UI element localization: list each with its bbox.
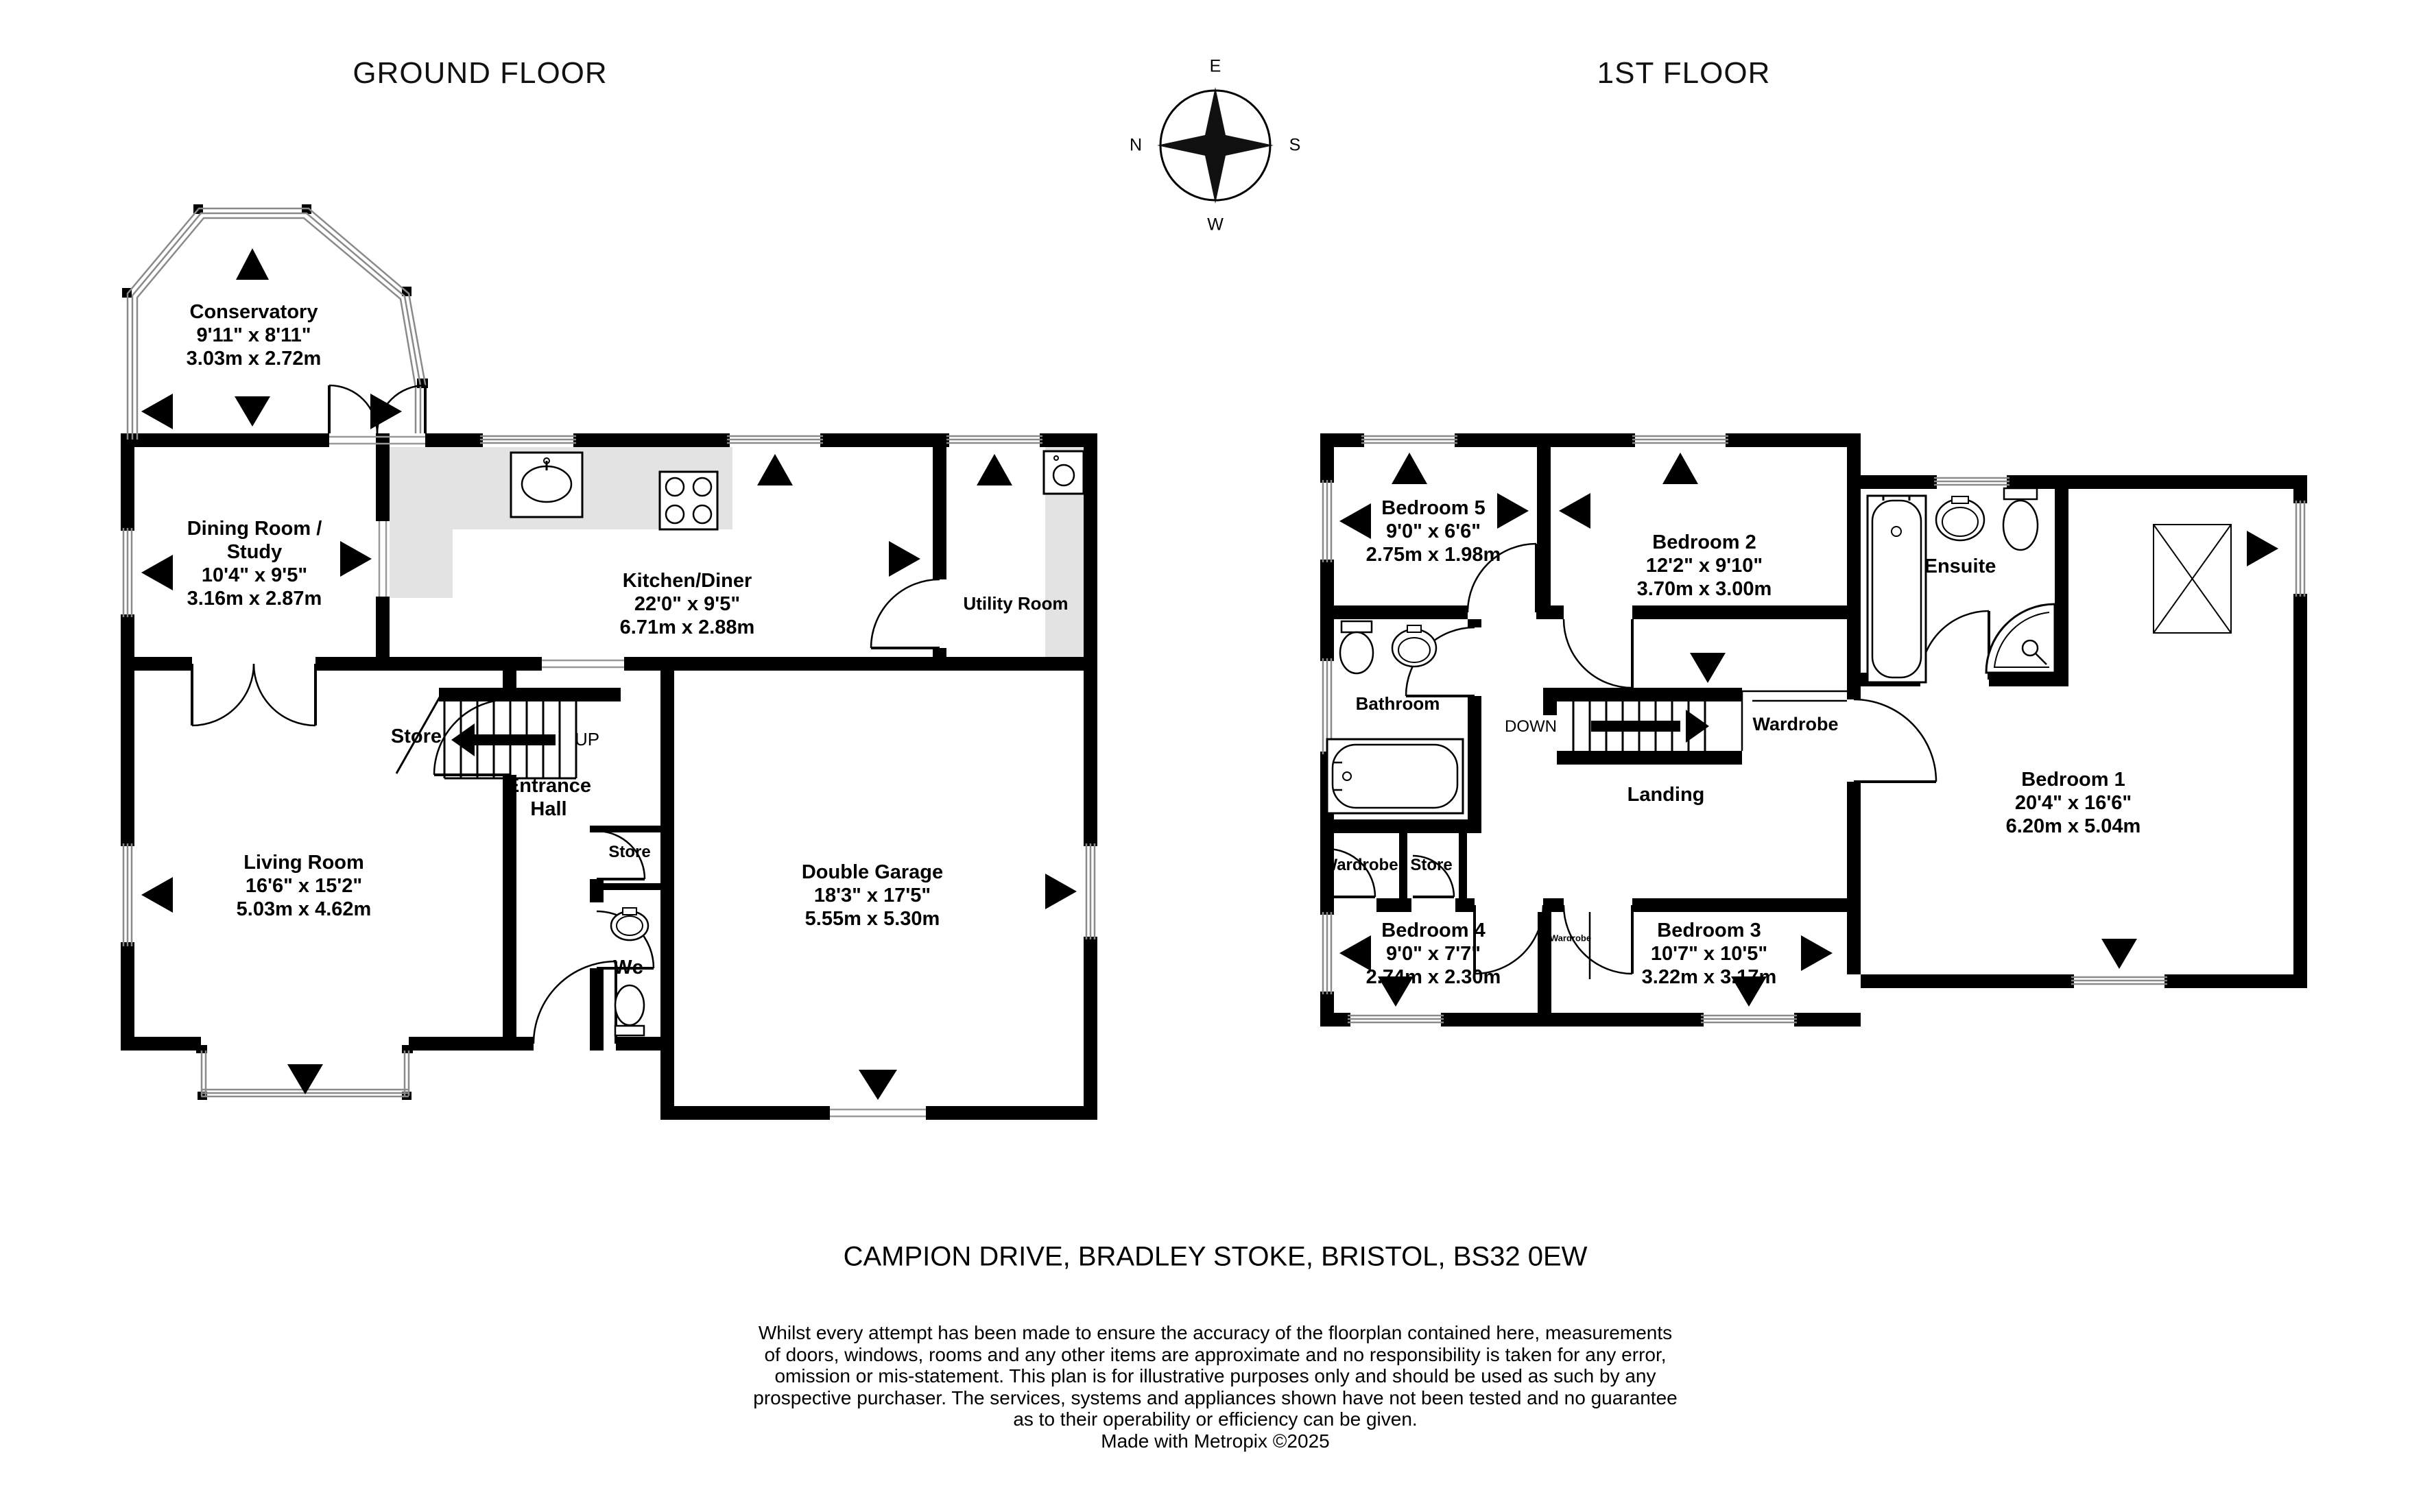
first-floor-title: 1ST FLOOR [1597, 56, 1771, 90]
property-address: CAMPION DRIVE, BRADLEY STOKE, BRISTOL, BS32 0EW [843, 1241, 1588, 1272]
room-label-living-room: Living Room 16'6" x 15'2" 5.03m x 4.62m [236, 852, 372, 920]
compass-east-label: E [1209, 56, 1221, 76]
ensuite-shower-icon [1986, 604, 2055, 673]
room-label-wardrobe-bedroom3: Wardrobe [1549, 933, 1592, 944]
bathroom-sink-icon [1392, 625, 1436, 667]
room-label-landing: Landing [1627, 784, 1705, 806]
room-label-wardrobe-landing: Wardrobe [1752, 714, 1839, 735]
ensuite-bath-icon [1868, 495, 1926, 682]
disclaimer-line: Whilst every attempt has been made to ensure the accuracy of the floorplan contained here, measurements [758, 1322, 1673, 1343]
room-label-bedroom3: Bedroom 3 10'7" x 10'5" 3.22m x 3.17m [1641, 920, 1777, 988]
room-label-bathroom: Bathroom [1355, 693, 1440, 714]
ensuite-sink-icon [1936, 496, 1984, 540]
disclaimer-text [701, 1322, 1730, 1452]
disclaimer-line: as to their operability or efficiency can be given. [1013, 1408, 1418, 1430]
room-label-wardrobe-left: Wardrobe [1322, 855, 1398, 874]
room-label-store-hall: Store [608, 842, 651, 861]
room-label-utility: Utility Room [963, 592, 1069, 614]
room-label-dining-room: Dining Room / Study 10'4" x 9'5" 3.16m x 2.87m [187, 518, 322, 610]
stairs-down-label: DOWN [1505, 717, 1557, 736]
compass-south-label: S [1289, 135, 1301, 155]
room-label-entrance-hall: Entrance Hall [505, 775, 592, 820]
bathroom-toilet-icon [1340, 621, 1373, 673]
stairs-up-label: UP [574, 728, 600, 749]
hob-icon [660, 472, 717, 529]
room-label-kitchen: Kitchen/Diner 22'0" x 9'5" 6.71m x 2.88m [619, 570, 755, 638]
kitchen-sink-icon [511, 453, 582, 517]
disclaimer-line: omission or mis-statement. This plan is for illustrative purposes only and should be used as such by any [774, 1365, 1656, 1387]
room-label-store-first: Store [1410, 855, 1453, 874]
room-label-garage: Double Garage 18'3" x 17'5" 5.55m x 5.30m [801, 861, 944, 930]
room-label-wc: Wc [613, 957, 643, 979]
rooflight-hatch [2154, 525, 2231, 633]
room-label-bedroom4: Bedroom 4 9'0" x 7'7" 2.74m x 2.30m [1365, 920, 1501, 988]
compass-north-label: N [1129, 135, 1143, 155]
room-label-bedroom5: Bedroom 5 9'0" x 6'6" 2.75m x 1.98m [1365, 497, 1501, 566]
wc-toilet-icon [615, 985, 644, 1035]
wc-sink-icon [611, 908, 648, 940]
room-label-bedroom2: Bedroom 2 12'2" x 9'10" 3.70m x 3.00m [1636, 531, 1772, 600]
room-label-store-understairs: Store [390, 725, 442, 748]
room-label-ensuite: Ensuite [1924, 555, 1996, 578]
compass-west-label: W [1207, 215, 1224, 235]
room-label-conservatory: Conservatory 9'11" x 8'11" 3.03m x 2.72m [186, 301, 322, 370]
ensuite-toilet-icon [2003, 488, 2038, 550]
washing-machine-icon [1044, 451, 1084, 494]
metropix-credit: Made with Metropix ©2025 [1101, 1430, 1330, 1452]
ground-arrows [141, 248, 1077, 1100]
disclaimer-line: of doors, windows, rooms and any other items are approximate and no responsibility is taken for any error, [764, 1343, 1667, 1365]
compass-icon [1157, 87, 1274, 204]
first-stairs [1573, 701, 1709, 751]
room-label-bedroom1: Bedroom 1 20'4" x 16'6" 6.20m x 5.04m [2005, 769, 2141, 837]
ground-floor-title: GROUND FLOOR [353, 56, 608, 90]
disclaimer-line: prospective purchaser. The services, systems and appliances shown have not been tested and no guarantee [753, 1387, 1678, 1408]
bathroom-bath-icon [1327, 739, 1463, 813]
